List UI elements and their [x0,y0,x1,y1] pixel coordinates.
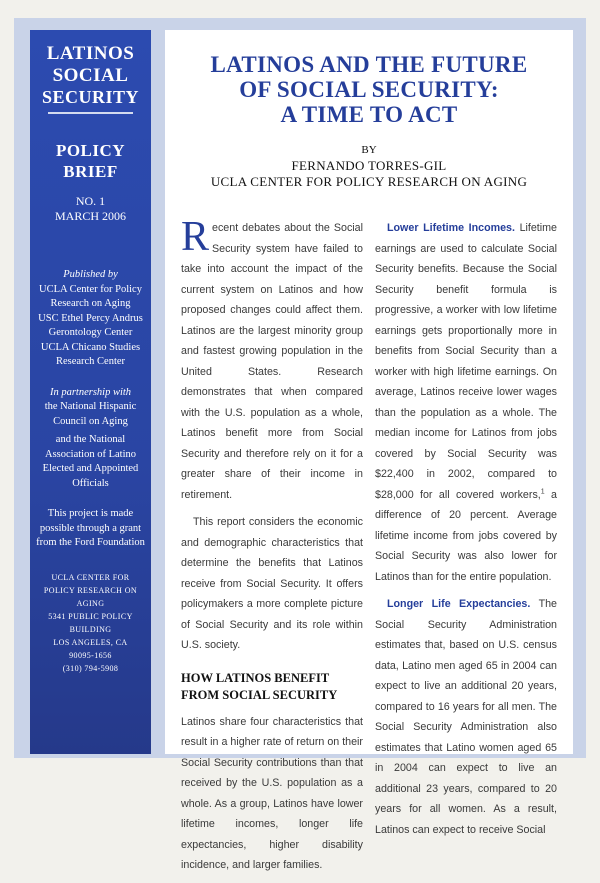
address-line: POLICY RESEARCH ON AGING [43,585,138,608]
title-line: A TIME TO ACT [280,102,458,127]
logo-social: SOCIAL [52,65,129,86]
policy-brief-title [30,140,151,182]
byline [165,142,573,190]
main-content [165,30,573,871]
footnote-marker: 1 [540,487,545,495]
policy-brief-line2: BRIEF [63,162,118,181]
address-line: UCLA CENTER FOR [51,572,130,582]
publisher-item: UCLA Center for Policy Research on Aging [39,283,142,309]
article-column-right [375,218,557,847]
lifetime-income-text: Lifetime earnings are used to calculate Social Security benefits. Because the Social Security benefit formula is progressive, a worker with low lifetime earnings gets proportionally more in benefits from Social Security than a worker with high lifetime earnings. On average, Latinos receive lower wages than the population as a whole. The median income for Latinos from jobs covered by Social Security was $22,400 in 2002, compared to $28,000 for all covered workers, [375,222,557,501]
address-line: (310) 794-5908 [62,663,119,673]
address-line: LOS ANGELES, CA [53,637,128,647]
report-paragraph: This report considers the economic and demographic characteristics that determine the benefits that Latinos receive from Social Security. It offers policymakers a more complete picture of Social Security and its role within U.S. society. [181,516,363,651]
page-title [165,52,573,127]
publisher-item: USC Ethel Percy Andrus Gerontology Center [38,312,143,338]
logo-security: SECURITY [41,87,140,107]
partner-item: the National Hispanic Council on Aging [44,401,137,427]
article-column-left [181,214,363,883]
partnership-label: In partnership with [49,386,132,398]
life-expectancy-text: The Social Security Administration estimates that, based on U.S. census data, Latino men aged 65 in 2004 can expect to live an additional 20 years, compared to 16 years for all men. The Social Security Administration also estimates that Latino women aged 65 in 2004 can expect to live an additional 23 years, compared to 20 years for all women. As a result, Latinos can expect to receive Social [375,598,557,836]
logo-divider [48,112,133,114]
logo [30,44,151,114]
publisher-item: UCLA Chicano Studies Research Center [40,341,141,367]
byline-by: BY [361,144,377,156]
lifetime-income-lead: Lower Lifetime Incomes. [387,222,515,234]
life-expectancy-paragraph [375,594,557,840]
title-line: LATINOS AND THE FUTURE [210,52,528,77]
logo-latinos: LATINOS [46,43,135,64]
intro-paragraph [181,214,363,505]
sidebar-address [30,571,151,675]
address-line: 5341 PUBLIC POLICY BUILDING [48,611,133,634]
lifetime-income-paragraph [375,218,557,587]
policy-brief-line1: POLICY [55,141,126,160]
life-expectancy-lead: Longer Life Expectancies. [387,598,531,610]
intro-text: ecent debates about the Social Security system have failed to take into account the impact of the current system on Latinos and how proposed changes could affect them. Latinos are the largest minority group and fastest growing population in the United States. Research demonstrates that when compared with the U.S. population as a whole, Latinos benefit more from Social Security and therefore rely on it for a greater share of their income in retirement. [181,222,363,501]
lifetime-income-text-cont: a difference of 20 percent. Average lifetime income from jobs covered by Social Security was also lower for Latinos than for the entire population. [375,488,558,583]
partner-item: and the National Association of Latino Elected and Appointed Officials [42,434,139,489]
brief-number: NO. 1 [75,194,106,208]
sidebar [30,30,151,754]
brief-issue [30,194,151,224]
funding-note: This project is made possible through a grant from the Ford Foundation [36,508,145,548]
section-paragraph: Latinos share four characteristics that result in a higher rate of return on their Social Security contributions than that received by the U.S. population as a whole. As a group, Latinos have lower lifetime incomes, longer life expectancies, higher disability incidence, and larger families. [181,715,363,871]
title-line: OF SOCIAL SECURITY: [239,77,499,102]
drop-cap: R [181,214,210,260]
author-affiliation: UCLA CENTER FOR POLICY RESEARCH ON AGING [210,174,528,189]
brief-date: MARCH 2006 [54,209,126,223]
author-name: FERNANDO TORRES-GIL [291,158,447,173]
address-line: 90095-1656 [69,650,112,660]
published-label: Published by [63,269,118,280]
section-heading: HOW LATINOS BENEFIT FROM SOCIAL SECURITY [181,670,338,702]
